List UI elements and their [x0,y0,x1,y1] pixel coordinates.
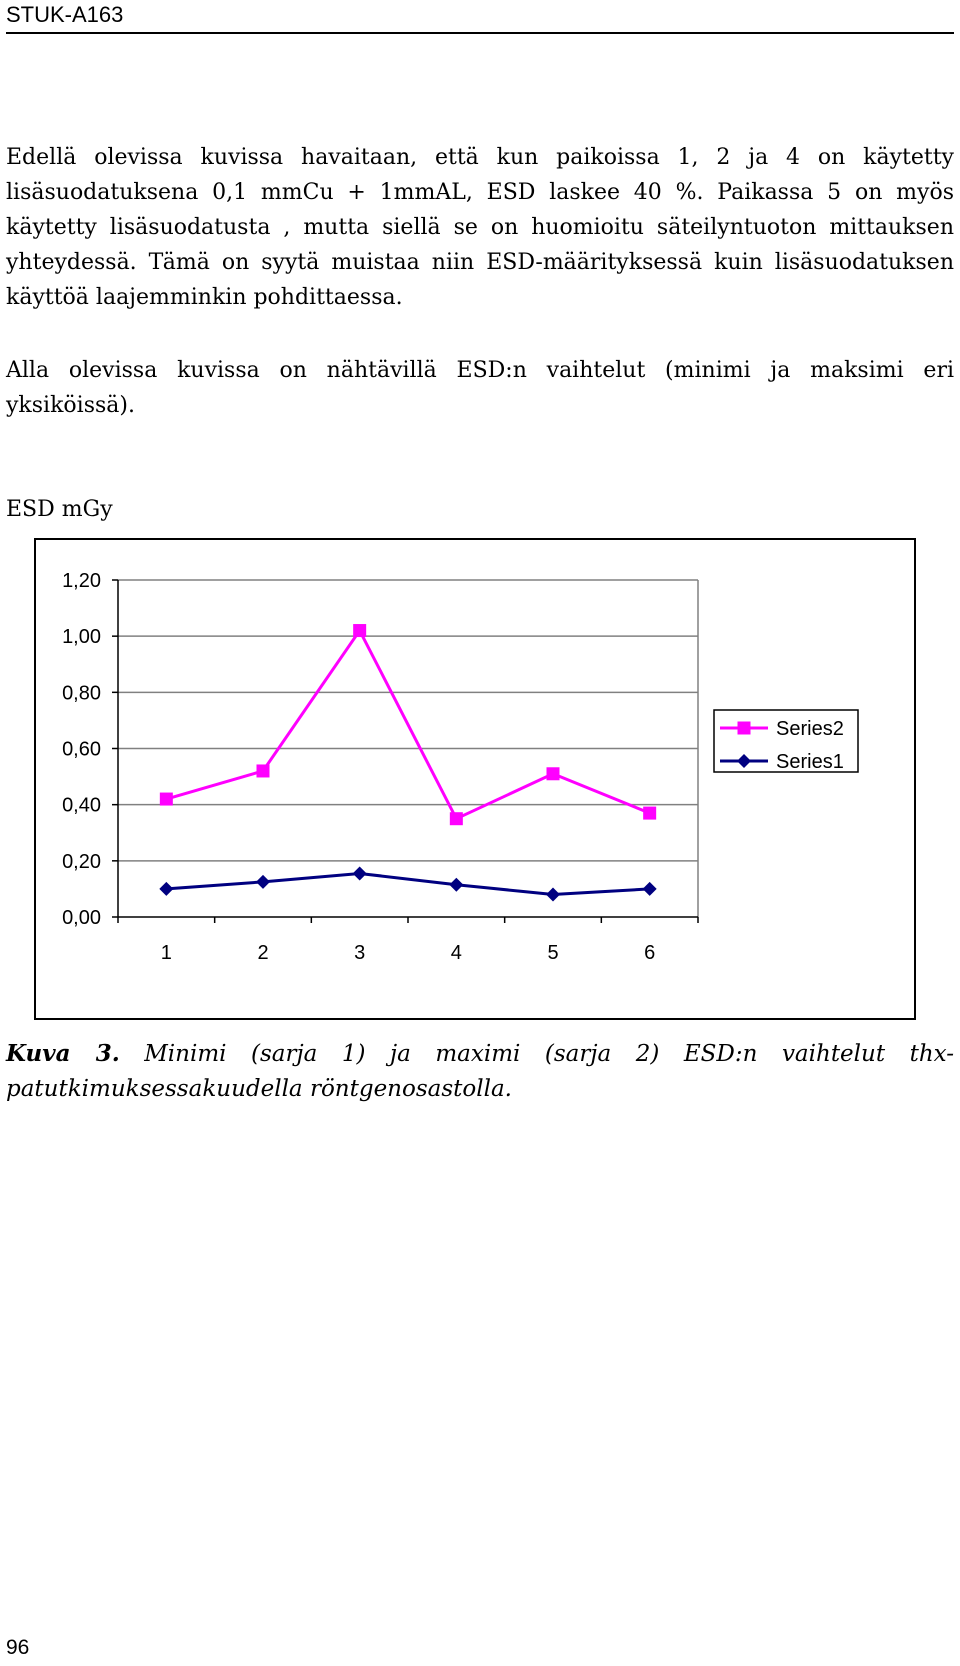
y-tick-label: 0,20 [62,850,101,873]
data-point-series2 [160,793,173,806]
line-chart [36,540,914,1018]
y-tick-label: 0,80 [62,682,101,705]
x-tick-label: 2 [257,942,269,964]
data-point-series1 [643,882,657,896]
y-tick-label: 0,40 [62,794,101,817]
data-point-series2 [257,764,270,777]
x-tick-label: 3 [354,942,366,964]
x-tick-label: 1 [160,942,172,964]
data-point-series1 [449,878,463,892]
legend-label-series2: Series2 [776,718,844,740]
page-header [6,0,954,34]
data-point-series2 [450,812,463,825]
chart-y-axis-label: ESD mGy [6,497,113,522]
data-point-series1 [159,882,173,896]
legend-marker-series2 [738,722,751,735]
y-tick-label: 1,00 [62,626,101,649]
figure-caption [6,1036,954,1107]
data-point-series1 [546,888,560,902]
body-paragraph-1: Edellä olevissa kuvissa havaitaan, että kun paikoissa 1, 2 ja 4 on käytetty lisäsuodatuksena 0,1 mmCu + 1mmAL, ESD laskee 40 %. Paikassa 5 on myös käytetty lisäsuodatusta , mutta siellä se on huomioitu säteilyntuoton mittauksen yhteydessä. Tämä on syytä muistaa niin ESD-määrityksessä kuin lisäsuodatuksen käyttöä laajemminkin pohdittaessa. [6,145,954,310]
document-id: STUK-A163 [6,2,124,27]
legend-label-series1: Series1 [776,751,844,773]
body-paragraph-2: Alla olevissa kuvissa on nähtävillä ESD:n vaihtelut (minimi ja maksimi eri yksiköissä). [6,358,954,418]
caption-label: Kuva 3. [6,1040,120,1067]
series-line-series1 [166,873,649,894]
x-tick-label: 4 [450,942,462,964]
chart-frame [34,538,916,1020]
x-tick-label: 6 [644,942,656,964]
data-point-series1 [353,866,367,880]
x-tick-label: 5 [547,942,559,964]
series-line-series2 [166,631,649,819]
y-tick-label: 0,60 [62,738,101,761]
y-tick-label: 0,00 [62,907,101,929]
data-point-series2 [353,624,366,637]
page-number: 96 [6,1636,30,1659]
caption-text: Minimi (sarja 1) ja maximi (sarja 2) ESD:n vaihtelut thx-patutkimuksessakuudella röntgenosastolla. [6,1041,954,1102]
data-point-series1 [256,875,270,889]
data-point-series2 [547,767,560,780]
data-point-series2 [643,807,656,820]
y-tick-label: 1,20 [62,570,101,592]
